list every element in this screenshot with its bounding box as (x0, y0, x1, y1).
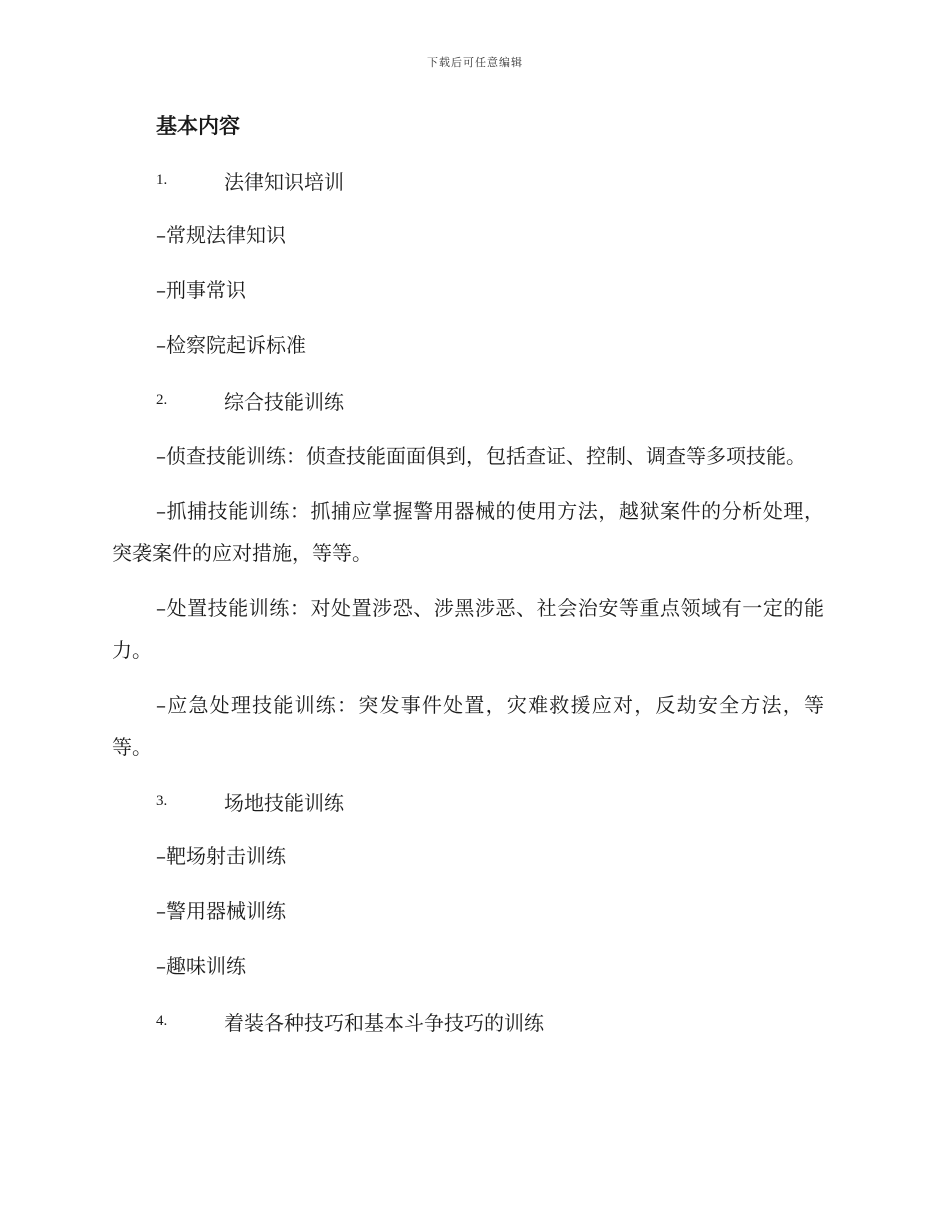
item-title: 着装各种技巧和基本斗争技巧的训练 (224, 1010, 544, 1035)
document-body (112, 106, 824, 1056)
item-title: 综合技能训练 (224, 389, 344, 414)
item-number: 1. (156, 171, 168, 188)
numbered-item-2 (112, 380, 824, 420)
item-title: 法律知识培训 (224, 169, 344, 194)
item-number: 2. (156, 391, 168, 408)
paragraph: –侦查技能训练：侦查技能面面俱到，包括查证、控制、调查等多项技能。 (156, 444, 806, 468)
list-item: –刑事常识 (156, 278, 246, 302)
list-item: –趣味训练 (156, 954, 246, 978)
numbered-item-1 (112, 160, 824, 200)
list-item: –靶场射击训练 (156, 844, 286, 868)
paragraph: –应急处理技能训练：突发事件处置，灾难救援应对，反劫安全方法，等等。 (112, 693, 824, 759)
section-heading: 基本内容 (156, 114, 240, 138)
numbered-item-4 (112, 1001, 824, 1041)
paragraph: –处置技能训练：对处置涉恐、涉黑涉恶、社会治安等重点领域有一定的能力。 (112, 596, 824, 662)
item-number: 4. (156, 1012, 168, 1029)
list-item: –检察院起诉标准 (156, 333, 306, 357)
page-header-note: 下载后可任意编辑 (427, 56, 523, 69)
list-item: –警用器械训练 (156, 899, 286, 923)
paragraph: –抓捕技能训练：抓捕应掌握警用器械的使用方法，越狱案件的分析处理，突袭案件的应对措施，等等。 (112, 499, 824, 565)
list-item: –常规法律知识 (156, 223, 286, 247)
numbered-item-3 (112, 781, 824, 821)
item-title: 场地技能训练 (224, 790, 344, 815)
item-number: 3. (156, 792, 168, 809)
